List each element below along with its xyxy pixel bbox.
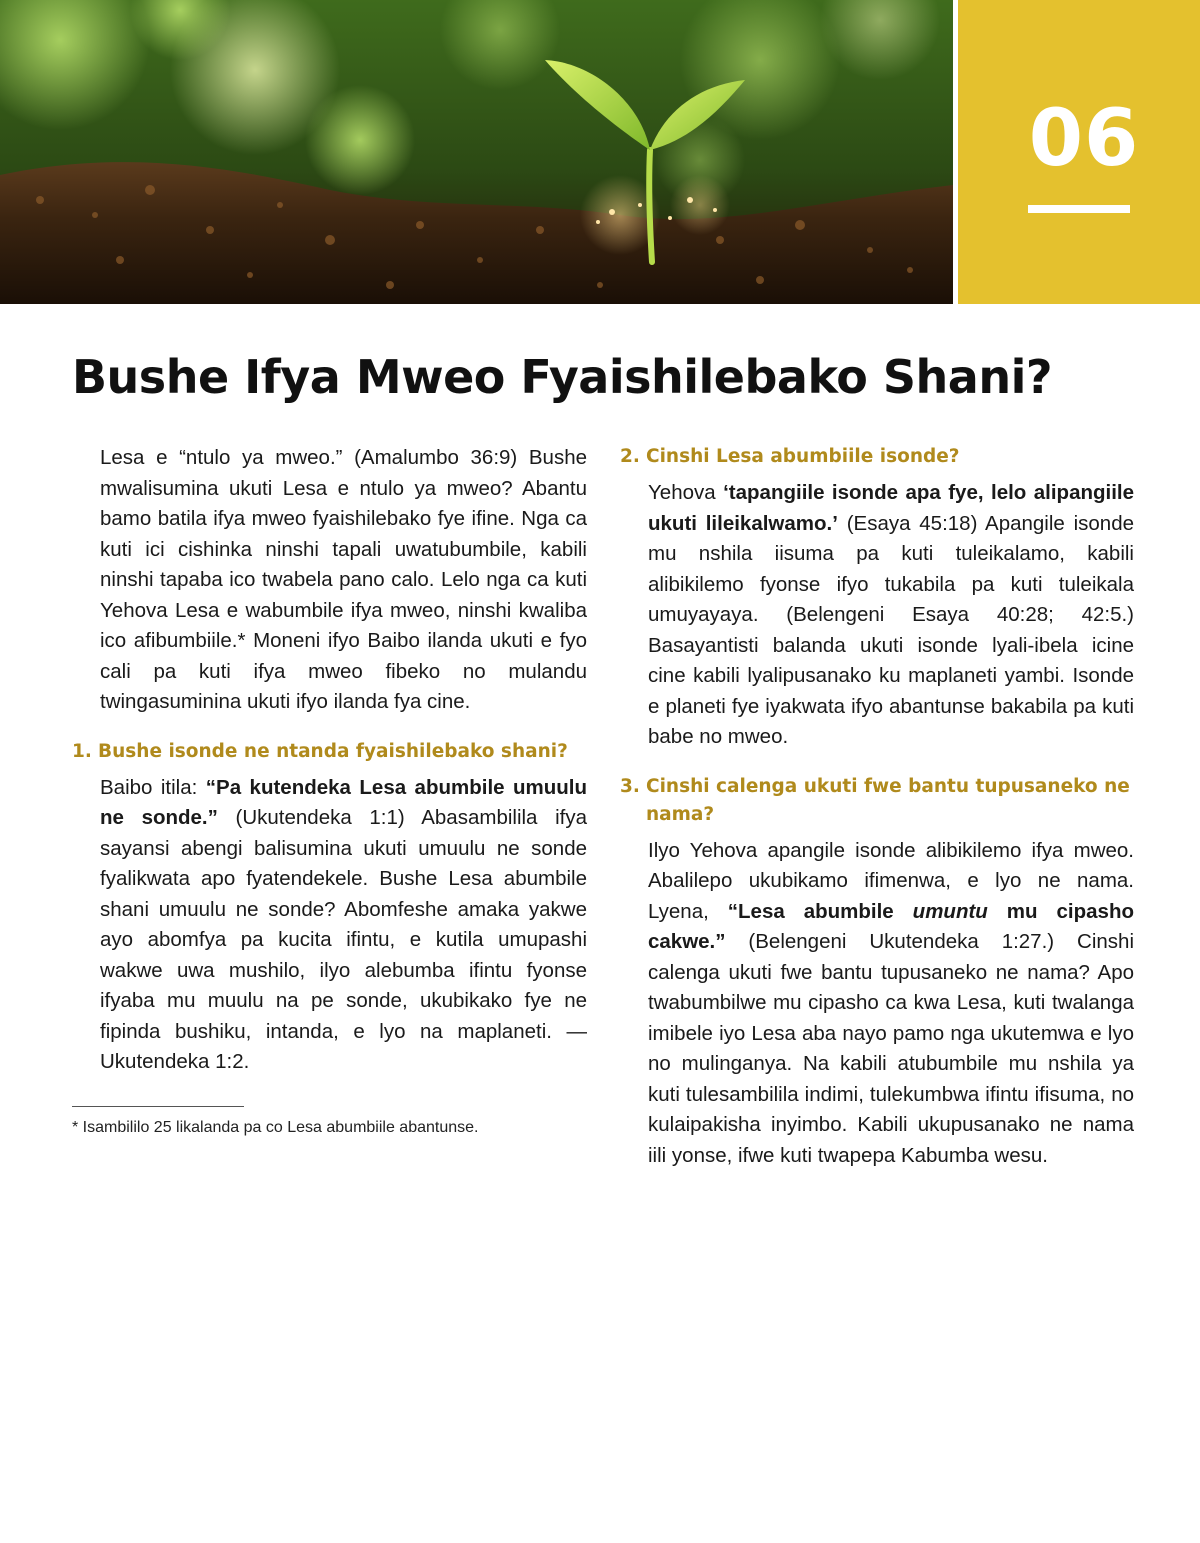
intro-paragraph [72, 443, 587, 718]
answer-lead: Yehova [648, 481, 724, 504]
lesson-number-underline [1028, 205, 1130, 213]
page-title: Bushe Ifya Mweo Fyaishilebako Shani? [72, 350, 1053, 404]
left-column [72, 443, 587, 1139]
scripture-quote-emphasis: umuntu [912, 899, 988, 923]
question-text: Cinshi calenga ukuti fwe bantu tupusaneko ne nama? [646, 775, 1130, 825]
question-2 [620, 443, 1134, 471]
answer-1-paragraph [72, 773, 587, 1078]
answer-lead: Baibo itila: [100, 775, 206, 799]
lesson-number-tab [958, 0, 1200, 304]
answer-text: (Belengeni Ukutendeka 1:27.) Cinshi calenga ukuti fwe bantu tupusaneko ne nama? Apo twabumbilwe mu cipasho ca kwa Lesa, kuti twalanga imibele iyo Lesa aba nayo pamo nga ukutemwa e lyo no mulinganya. Na kabili atubumbile mu nshila ya kuti tulesambilila indimi, tulekumbwa ifintu ifisuma, no kulaipakisha inyimbo. Kabili ukupusanako ne nama iili yonse, ifwe kuti twapepa Kabumba wesu. [648, 930, 1134, 1167]
answer-2-paragraph [620, 478, 1134, 753]
question-3 [620, 773, 1134, 829]
right-column [620, 443, 1134, 1171]
lesson-number: 06 [1028, 94, 1140, 184]
answer-lead: Ilyo Yehova apangile isonde alibikilemo ifya mweo. Abalilepo ukubikamo ifimenwa, e lyo ne nama. Lyena, [648, 838, 1134, 923]
scripture-quote: ‘tapangiile isonde apa fye, lelo alipangiile ukuti lileikalwamo.’ [648, 481, 1135, 535]
footnote: * Isambililo 25 likalanda pa co Lesa abumbiile abantunse. [72, 1118, 479, 1136]
question-1 [72, 738, 587, 766]
scripture-quote-part1: “Lesa abumbile [727, 899, 913, 923]
answer-text: (Esaya 45:18) Apangile isonde mu nshila iisuma pa kuti tuleikalamo, kabili alibikilemo fyonse ifyo tukabila pa kuti tuleikala umuyayaya. (Belengeni Esaya 40:28; 42:5.) Basayantisti balanda ukuti isonde lyali-ibela icine cine kabili lyalipusanako ku maplaneti yambi. Isonde e planeti fye iyakwata ifyo abantunse bakabila pa kuti babe no mweo. [648, 511, 1134, 748]
answer-3-paragraph [620, 836, 1134, 1172]
footnote-marker: * [237, 629, 246, 652]
footnote-divider [72, 1106, 244, 1107]
scripture-quote-part2: mu cipasho cakwe.” [648, 899, 1134, 953]
question-number: 3. [620, 775, 640, 797]
answer-text: (Ukutendeka 1:1) Abasambilila ifya sayansi abengi balisumina ukuti umuulu ne sonde fyalikwata apo fyatendekele. Bushe Lesa abumbile shani umuulu ne sonde? Abomfeshe amaka yakwe ayo abomfya pa kucita ifintu, e kutila umupashi wakwe uwa mushilo, ilyo alebumba ifintu fyonse ifyaba mu muulu na pe sonde, ukubikako fye ne fipinda bushiku, intanda, e lyo na maplaneti. —Ukutendeka 1:2. [100, 806, 587, 1073]
scripture-quote: “Pa kutendeka Lesa abumbile umuulu ne sonde.” [100, 775, 588, 829]
intro-text-part2: Moneni ifyo Baibo ilanda ukuti e fyo cali pa kuti ifya mweo fibeko no mulandu twingasuminina ukuti ifyo ilanda fya cine. [100, 629, 588, 713]
hero-image [0, 0, 953, 304]
question-text: Bushe isonde ne ntanda fyaishilebako shani? [98, 740, 568, 762]
question-number: 2. [620, 446, 640, 467]
intro-text-part1: Lesa e “ntulo ya mweo.” (Amalumbo 36:9) Bushe mwalisumina ukuti Lesa e ntulo ya mweo? Abantu bamo batila ifya mweo fyaishilebako fye ifine. Nga ca kuti ici cishinka ninshi tapali uwatubumbile, kabili ninshi tapaba ico twabela pano calo. Lelo nga ca kuti Yehova Lesa e wabumbile ifya mweo, ninshi kwaliba ico afibumbiile. [100, 446, 587, 652]
question-number: 1. [72, 740, 92, 762]
question-text: Cinshi Lesa abumbiile isonde? [646, 446, 960, 467]
